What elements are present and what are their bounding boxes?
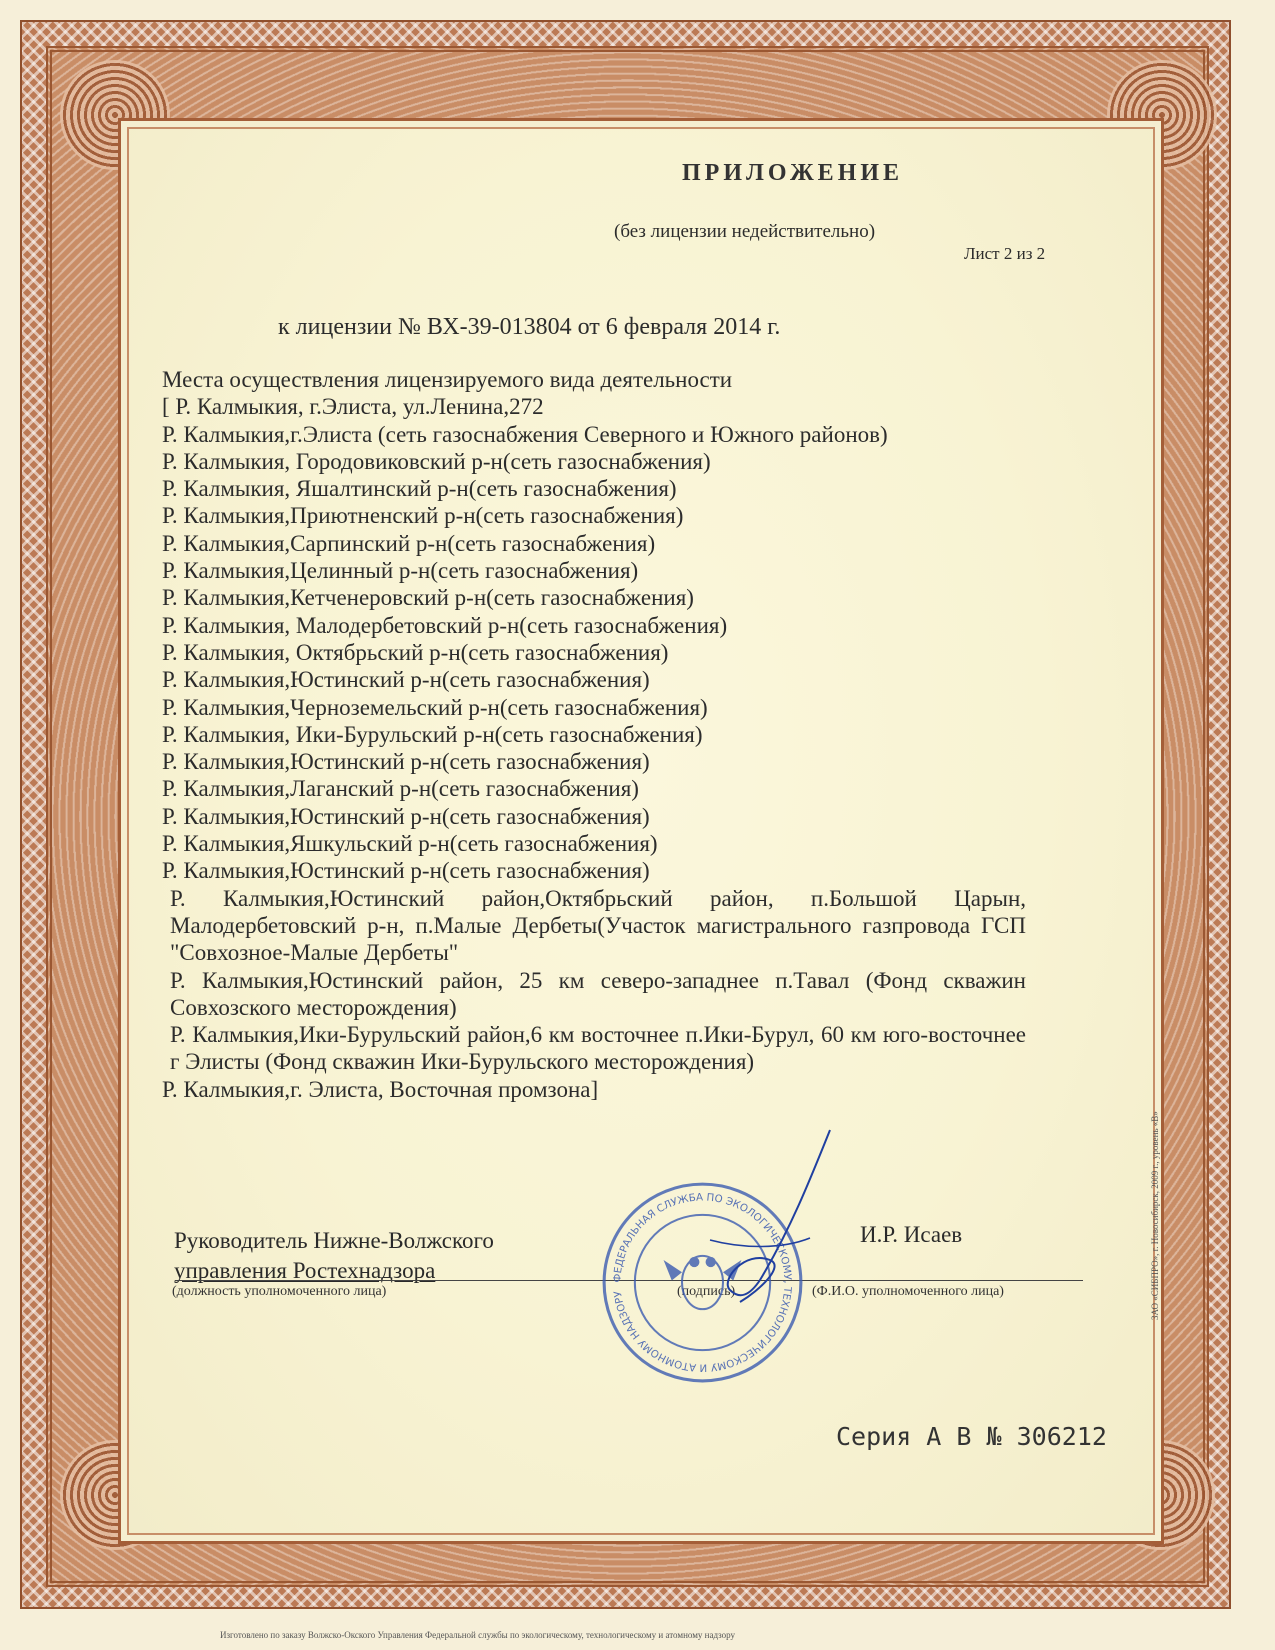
signer-position (174, 1226, 594, 1286)
place-line: Р. Калмыкия,Юстинский р-н(сеть газоснабжения) (162, 858, 650, 884)
place-paragraph: Р. Калмыкия,Юстинский район,Октябрьский район, п.Большой Царын, Малодербетовский р-н, п.Малые Дербеты(Участок магистрального газпровода ГСП "Совхозное-Малые Дербеты" (170, 885, 1026, 966)
place-line: Р. Калмыкия,Юстинский р-н(сеть газоснабжения) (162, 749, 650, 775)
place-line: Р. Калмыкия,Кетченеровский р-н(сеть газоснабжения) (162, 585, 694, 611)
caption-position: (должность уполномоченного лица) (172, 1284, 387, 1299)
signer-name: И.Р. Исаев (860, 1222, 963, 1247)
position-line-1: Руководитель Нижне-Волжского (174, 1228, 494, 1253)
form-series-number: Серия А В № 306212 (836, 1422, 1107, 1451)
place-line: Р. Калмыкия,Целинный р-н(сеть газоснабжения) (162, 558, 639, 584)
place-line: Р. Калмыкия,г.Элиста (сеть газоснабжения Северного и Южного районов) (162, 421, 888, 447)
place-line: Р. Калмыкия, Ики-Бурульский р-н(сеть газоснабжения) (162, 721, 703, 747)
printer-footer: Изготовлено по заказу Волжско-Окского Управления Федеральной службы по экологическому, технологическому и атомному надзору (220, 1630, 736, 1640)
place-line: Р. Калмыкия,Юстинский р-н(сеть газоснабжения) (162, 803, 650, 829)
place-paragraph: Р. Калмыкия,Юстинский район, 25 км северо-западнее п.Тавал (Фонд скважин Совхозского месторождения) (170, 967, 1026, 1020)
place-line: Р. Калмыкия,Юстинский р-н(сеть газоснабжения) (162, 667, 650, 693)
handwritten-signature (690, 1120, 850, 1310)
position-line-2: управления Ростехнадзора (174, 1258, 436, 1283)
place-line: [ Р. Калмыкия, г.Элиста, ул.Ленина,272 (162, 394, 544, 420)
printer-side-imprint: ЗАО «СИБПРО», г. Новосибирск, 2009 г., уровень «В» (1150, 1111, 1160, 1320)
validity-note: (без лицензии недействительно) (614, 221, 876, 242)
place-line: Р. Калмыкия,Лаганский р-н(сеть газоснабжения) (162, 776, 639, 802)
stamp-text: ФЕДЕРАЛЬНАЯ СЛУЖБА ПО ЭКОЛОГИЧЕСКОМУ, ТЕХНОЛОГИЧЕСКОМУ И АТОМНОМУ НАДЗОРУ (611, 1191, 794, 1374)
place-line: Р. Калмыкия, Яшалтинский р-н(сеть газоснабжения) (162, 476, 677, 502)
caption-name: (Ф.И.О. уполномоченного лица) (812, 1284, 1004, 1299)
place-line: Р. Калмыкия,Черноземельский р-н(сеть газоснабжения) (162, 694, 708, 720)
place-line: Р. Калмыкия, Городовиковский р-н(сеть газоснабжения) (162, 448, 711, 474)
sheet-number: Лист 2 из 2 (964, 244, 1046, 263)
place-line: Р. Калмыкия,Сарпинский р-н(сеть газоснабжения) (162, 530, 656, 556)
document-title: ПРИЛОЖЕНИЕ (682, 160, 904, 186)
place-line: Р. Калмыкия,Приютненский р-н(сеть газоснабжения) (162, 503, 684, 529)
places-heading: Места осуществления лицензируемого вида деятельности (162, 367, 733, 392)
place-line: Р. Калмыкия,Яшкульский р-н(сеть газоснабжения) (162, 831, 658, 857)
place-line-last: Р. Калмыкия,г. Элиста, Восточная промзона] (162, 1076, 599, 1102)
place-line: Р. Калмыкия, Октябрьский р-н(сеть газоснабжения) (162, 639, 669, 665)
license-reference: к лицензии № ВХ-39-013804 от 6 февраля 2014 г. (278, 314, 781, 340)
place-line: Р. Калмыкия, Малодербетовский р-н(сеть газоснабжения) (162, 612, 728, 638)
caption-signature: (подпись) (677, 1284, 736, 1299)
activity-places-list (162, 366, 1042, 1103)
place-paragraph: Р. Калмыкия,Ики-Бурульский район,6 км восточнее п.Ики-Бурул, 60 км юго-восточнее г Элисты (Фонд скважин Ики-Бурульского месторождения) (170, 1022, 1026, 1075)
